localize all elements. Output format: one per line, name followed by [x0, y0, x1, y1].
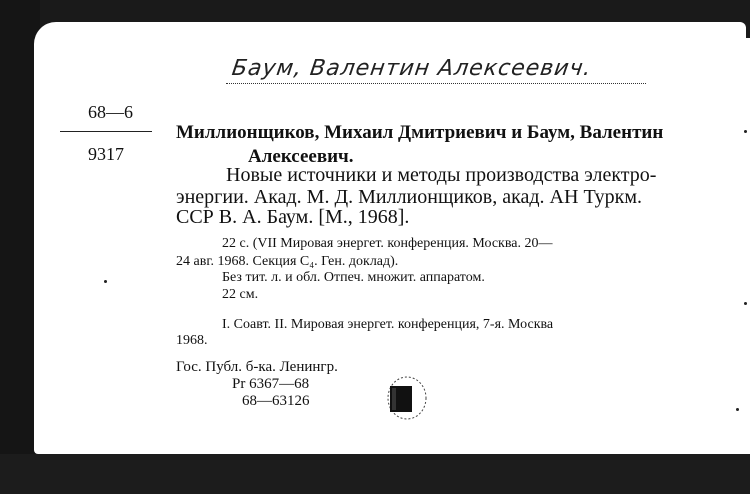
- title-line: Новые источники и методы производства электро-: [226, 164, 657, 186]
- tracing-line: 1968.: [176, 333, 208, 348]
- collation-line: 22 с. (VII Мировая энергет. конференция. Москва. 20—: [222, 236, 553, 251]
- author-heading: Миллионщиков, Михаил Дмитриевич и Баум, Валентин: [176, 122, 664, 143]
- scan-speck: [104, 280, 107, 283]
- collation-line: 22 см.: [222, 287, 259, 302]
- tracing-line: I. Соавт. II. Мировая энергет. конференция, 7-я. Москва: [222, 317, 554, 332]
- collation-line: Без тит. л. и обл. Отпеч. множит. аппаратом.: [222, 270, 485, 285]
- shelf-mark-divider: [60, 131, 152, 132]
- title-line: ССР В. А. Баум. [М., 1968].: [176, 206, 410, 228]
- author-heading-continued: Алексеевич.: [248, 146, 354, 167]
- ink-stamp-icon: [384, 372, 430, 422]
- scan-speck: [744, 302, 747, 305]
- library-line: Гос. Публ. б-ка. Ленингр.: [176, 359, 338, 375]
- handwritten-underline: [226, 83, 646, 85]
- scan-border-bottom: [0, 454, 750, 494]
- shelf-mark-top: 68—6: [88, 102, 133, 122]
- handwritten-heading: Баум, Валентин Алексеевич.: [230, 56, 594, 81]
- collation-line: 24 авг. 1968. Секция C₄. Ген. доклад).: [176, 254, 399, 269]
- scan-speck: [736, 408, 739, 411]
- shelf-mark-bottom: 9317: [88, 144, 124, 164]
- library-line: 68—63126: [242, 393, 310, 409]
- scan-speck: [744, 130, 747, 133]
- library-line: Pr 6367—68: [232, 376, 310, 392]
- title-line: энергии. Акад. М. Д. Миллионщиков, акад. АН Туркм.: [176, 186, 643, 208]
